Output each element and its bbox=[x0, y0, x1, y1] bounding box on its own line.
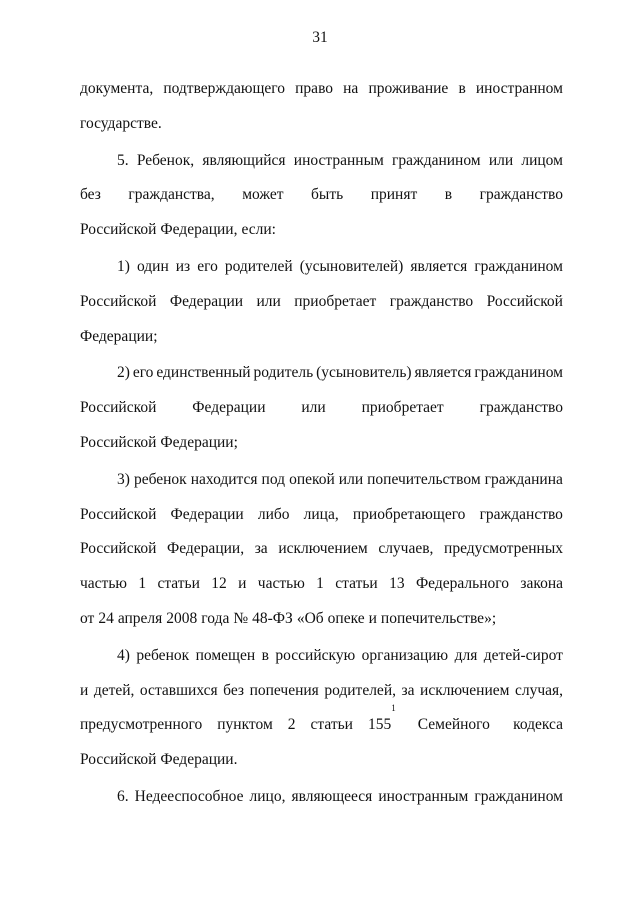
word: является bbox=[414, 364, 472, 382]
word: Федерации; bbox=[160, 433, 238, 451]
word: Российской bbox=[486, 292, 563, 310]
word: под bbox=[261, 470, 286, 488]
word: проживание bbox=[368, 80, 449, 97]
word: Российской bbox=[80, 505, 157, 523]
word: для bbox=[454, 646, 478, 664]
word: «Об bbox=[296, 609, 324, 627]
word: гражданином bbox=[474, 257, 563, 275]
word: статьи bbox=[310, 716, 353, 734]
word: Российской bbox=[80, 751, 157, 769]
word: (усыновитель) bbox=[316, 364, 412, 382]
text-line bbox=[80, 602, 563, 637]
word: в bbox=[261, 646, 269, 664]
word: единственный bbox=[156, 364, 251, 382]
word: гражданство bbox=[479, 186, 563, 204]
word: Федерации; bbox=[80, 327, 158, 345]
word: или bbox=[301, 399, 326, 417]
item-1-start bbox=[80, 250, 563, 285]
word: в bbox=[458, 80, 466, 97]
text-line bbox=[80, 674, 563, 709]
word: и bbox=[368, 609, 377, 627]
word: приобретает bbox=[294, 292, 377, 310]
word: гражданином bbox=[474, 364, 563, 382]
paragraph-5-start bbox=[80, 144, 563, 179]
word: 3) bbox=[117, 470, 130, 488]
word: Федерации, bbox=[160, 221, 238, 239]
word: иностранным bbox=[293, 151, 384, 169]
word: организацию bbox=[361, 646, 449, 664]
word: предусмотренных bbox=[444, 540, 563, 558]
text-line bbox=[80, 178, 563, 213]
word: ребенок bbox=[133, 470, 187, 488]
word: в bbox=[444, 186, 453, 204]
word: гражданство bbox=[479, 505, 563, 523]
word: Федерации bbox=[169, 292, 244, 310]
text-line bbox=[80, 498, 563, 533]
word: или bbox=[488, 151, 514, 169]
text-line-with-footnote bbox=[80, 703, 563, 743]
word: может bbox=[242, 186, 284, 204]
text-line bbox=[80, 743, 563, 778]
word: являющийся bbox=[202, 151, 286, 169]
word: помещен bbox=[195, 646, 256, 664]
text-segment bbox=[80, 708, 391, 743]
word: 1 bbox=[316, 575, 324, 593]
word: родитель bbox=[253, 364, 314, 382]
paragraph-6-start bbox=[80, 780, 563, 815]
word: документа, bbox=[80, 80, 154, 97]
word: гражданина bbox=[484, 470, 563, 488]
footnote-mark: 1 bbox=[391, 703, 396, 714]
word: случаев, bbox=[378, 540, 434, 558]
text-line bbox=[80, 72, 563, 107]
word: Федерации bbox=[192, 399, 266, 417]
word: Ребенок, bbox=[136, 151, 195, 169]
text-line bbox=[80, 391, 563, 426]
word: без bbox=[223, 681, 245, 699]
word: статьи bbox=[335, 575, 378, 593]
word: ребенок bbox=[136, 646, 190, 664]
word: 12 bbox=[211, 575, 227, 593]
word: исключением bbox=[278, 540, 368, 558]
word: и bbox=[80, 681, 89, 699]
word: либо bbox=[257, 505, 290, 523]
word: кодекса bbox=[513, 716, 563, 734]
word: № bbox=[233, 609, 249, 627]
word: опекой bbox=[289, 470, 335, 488]
word: за bbox=[401, 681, 415, 699]
item-4-start bbox=[80, 639, 563, 674]
word: 5. bbox=[117, 151, 129, 169]
word: его bbox=[132, 364, 154, 382]
word: 4) bbox=[117, 646, 130, 664]
word: Федерации, bbox=[167, 540, 245, 558]
word: частью bbox=[257, 575, 305, 593]
word: Российской bbox=[80, 433, 157, 451]
word: исключением bbox=[420, 681, 510, 699]
word: являющееся bbox=[291, 787, 373, 805]
text-line bbox=[80, 426, 563, 461]
word: и bbox=[238, 575, 247, 593]
text-segment bbox=[418, 708, 563, 743]
word: детей-сирот bbox=[483, 646, 563, 664]
word: подтверждающего bbox=[163, 80, 286, 97]
item-3-start bbox=[80, 463, 563, 498]
word: 24 bbox=[98, 609, 114, 627]
word: года bbox=[201, 609, 230, 627]
page-number: 31 bbox=[312, 29, 328, 46]
text-line bbox=[80, 532, 563, 567]
word: попечения bbox=[249, 681, 319, 699]
item-2-start bbox=[80, 356, 563, 391]
word: апреля bbox=[117, 609, 163, 627]
word: лицом bbox=[521, 151, 563, 169]
word: от bbox=[80, 609, 95, 627]
word: из bbox=[175, 257, 191, 275]
word: попечительстве»; bbox=[380, 609, 497, 627]
word: 1 bbox=[138, 575, 147, 593]
text-line bbox=[80, 567, 563, 602]
word: быть bbox=[311, 186, 344, 204]
word: иностранным bbox=[378, 787, 469, 805]
text-line bbox=[80, 320, 563, 355]
word: 2 bbox=[287, 716, 296, 734]
word: родителей, bbox=[324, 681, 396, 699]
word: Российской bbox=[80, 221, 157, 239]
word: право bbox=[295, 80, 334, 97]
word: лицо, bbox=[249, 787, 286, 805]
word: или bbox=[256, 292, 281, 310]
word: статьи bbox=[157, 575, 200, 593]
word: частью bbox=[80, 575, 127, 593]
word: без bbox=[80, 186, 101, 204]
word: гражданство bbox=[479, 399, 563, 417]
word: Федерации bbox=[170, 505, 244, 523]
word: предусмотренного bbox=[80, 716, 203, 734]
word: 1) bbox=[117, 257, 130, 275]
word: 2) bbox=[117, 364, 130, 382]
word: пунктом bbox=[217, 716, 273, 734]
word: закона bbox=[520, 575, 563, 593]
word: Семейного bbox=[417, 716, 490, 734]
word: находится bbox=[190, 470, 258, 488]
word: 2008 bbox=[166, 609, 198, 627]
word: 6. bbox=[117, 787, 129, 805]
word: гражданства, bbox=[128, 186, 215, 204]
word: гражданство bbox=[389, 292, 474, 310]
word: или bbox=[338, 470, 364, 488]
word: его bbox=[197, 257, 218, 275]
word: принят bbox=[370, 186, 418, 204]
word: государстве. bbox=[80, 114, 162, 132]
word: Российской bbox=[80, 399, 157, 417]
word: приобретает bbox=[361, 399, 444, 417]
word: лица, bbox=[303, 505, 339, 523]
word: Российской bbox=[80, 292, 157, 310]
document-body bbox=[80, 72, 563, 815]
word: оставшихся bbox=[139, 681, 218, 699]
word: Российской bbox=[80, 540, 157, 558]
word: на bbox=[343, 80, 359, 97]
word: родителей bbox=[224, 257, 293, 275]
word: гражданином bbox=[474, 787, 563, 805]
word: гражданином bbox=[392, 151, 481, 169]
word: случая, bbox=[514, 681, 563, 699]
word: является bbox=[410, 257, 468, 275]
text-line bbox=[80, 107, 563, 142]
text-line bbox=[80, 213, 563, 248]
text-line bbox=[80, 285, 563, 320]
word: 13 bbox=[389, 575, 405, 593]
word: попечительством bbox=[367, 470, 481, 488]
word: за bbox=[254, 540, 268, 558]
word: 155 bbox=[367, 716, 392, 734]
word: детей, bbox=[93, 681, 135, 699]
word: один bbox=[136, 257, 169, 275]
word: приобретающего bbox=[352, 505, 466, 523]
word: Недееспособное bbox=[134, 787, 244, 805]
word: если: bbox=[241, 221, 276, 239]
word: (усыновителей) bbox=[299, 257, 404, 275]
word: опеке bbox=[327, 609, 365, 627]
word: Федерации. bbox=[160, 751, 238, 769]
word: российскую bbox=[275, 646, 356, 664]
word: Федерального bbox=[415, 575, 509, 593]
word: иностранном bbox=[475, 80, 563, 97]
word: 48-ФЗ bbox=[252, 609, 293, 627]
